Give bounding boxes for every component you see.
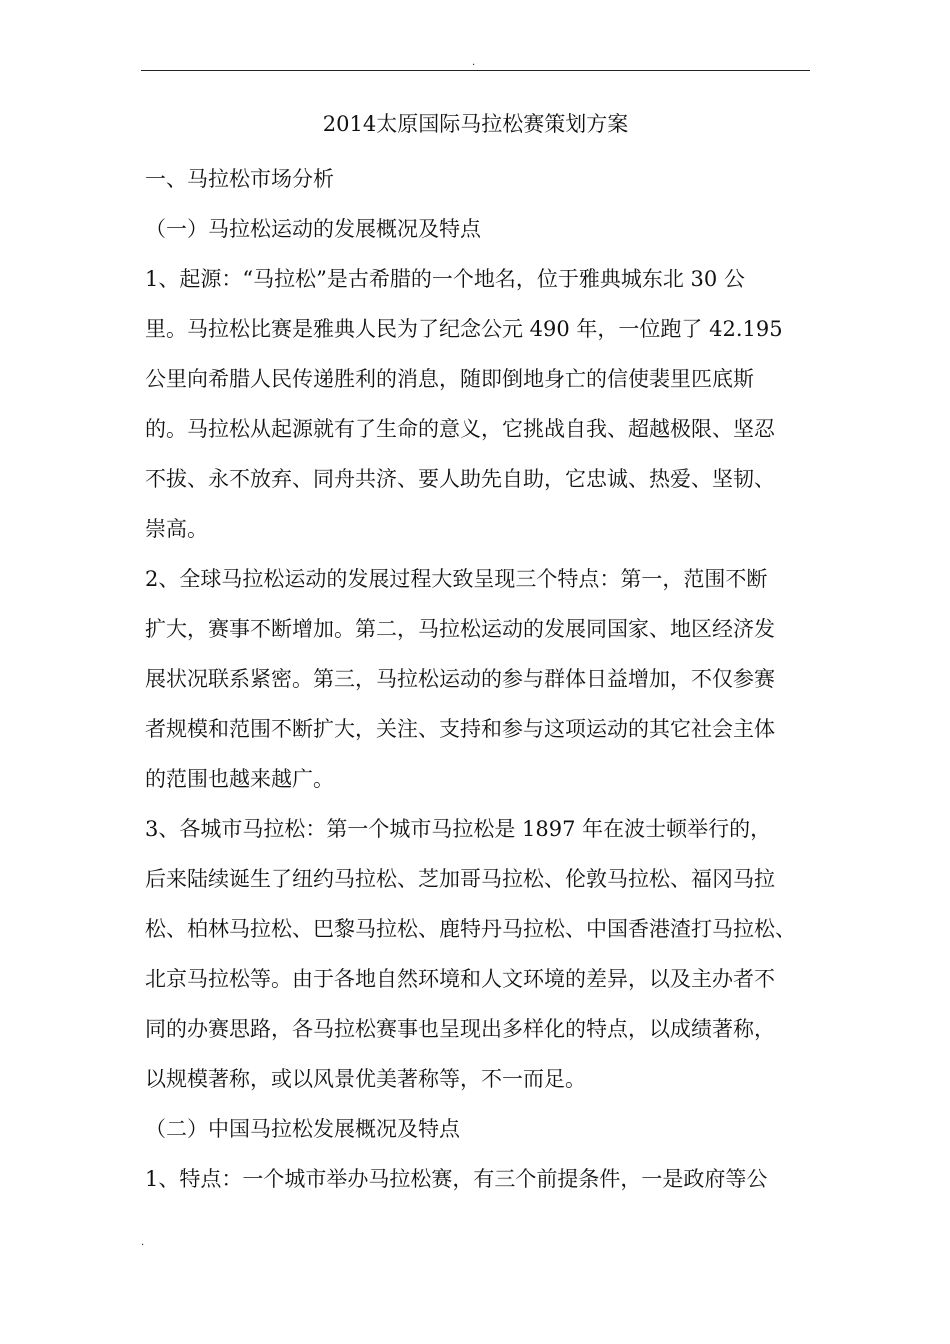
document-body	[145, 154, 814, 1204]
header-mark: .	[472, 57, 476, 68]
section-heading-market-analysis: 一、马拉松市场分析	[145, 167, 334, 191]
paragraph-line: 后来陆续诞生了纽约马拉松、芝加哥马拉松、伦敦马拉松、福冈马拉	[145, 867, 775, 891]
paragraph-line: 2、全球马拉松运动的发展过程大致呈现三个特点：第一，范围不断	[145, 567, 768, 591]
paragraph-line: 的。马拉松从起源就有了生命的意义，它挑战自我、超越极限、坚忍	[145, 417, 775, 441]
paragraph-line: 公里向希腊人民传递胜利的消息，随即倒地身亡的信使裴里匹底斯	[145, 367, 754, 391]
paragraph-line: 里。马拉松比赛是雅典人民为了纪念公元 490 年，一位跑了 42.195	[145, 317, 783, 341]
paragraph-line: 北京马拉松等。由于各地自然环境和人文环境的差异，以及主办者不	[145, 967, 775, 991]
paragraph-line: 同的办赛思路，各马拉松赛事也呈现出多样化的特点，以成绩著称，	[145, 1017, 775, 1041]
paragraph-line: 1、起源：“马拉松”是古希腊的一个地名，位于雅典城东北 30 公	[145, 267, 745, 291]
paragraph-line: 以规模著称，或以风景优美著称等，不一而足。	[145, 1067, 586, 1091]
paragraph-line: 扩大，赛事不断增加。第二，马拉松运动的发展同国家、地区经济发	[145, 617, 775, 641]
paragraph-line: 1、特点：一个城市举办马拉松赛，有三个前提条件，一是政府等公	[145, 1167, 768, 1191]
paragraph-line: 的范围也越来越广。	[145, 767, 334, 791]
header-rule	[141, 70, 810, 71]
paragraph-line: 者规模和范围不断扩大，关注、支持和参与这项运动的其它社会主体	[145, 717, 775, 741]
document-title: 2014太原国际马拉松赛策划方案	[322, 112, 629, 136]
subsection-heading-overview: （一）马拉松运动的发展概况及特点	[145, 217, 481, 241]
paragraph-line: 不拔、永不放弃、同舟共济、要人助先自助，它忠诚、热爱、坚韧、	[145, 467, 775, 491]
paragraph-line: 3、各城市马拉松：第一个城市马拉松是 1897 年在波士顿举行的，	[145, 817, 772, 841]
paragraph-line: 展状况联系紧密。第三，马拉松运动的参与群体日益增加，不仅参赛	[145, 667, 775, 691]
subsection-heading-china: （二）中国马拉松发展概况及特点	[145, 1117, 460, 1141]
footer-mark: .	[141, 1237, 145, 1248]
paragraph-line: 崇高。	[145, 517, 208, 541]
paragraph-line: 松、柏林马拉松、巴黎马拉松、鹿特丹马拉松、中国香港渣打马拉松、	[145, 917, 796, 941]
